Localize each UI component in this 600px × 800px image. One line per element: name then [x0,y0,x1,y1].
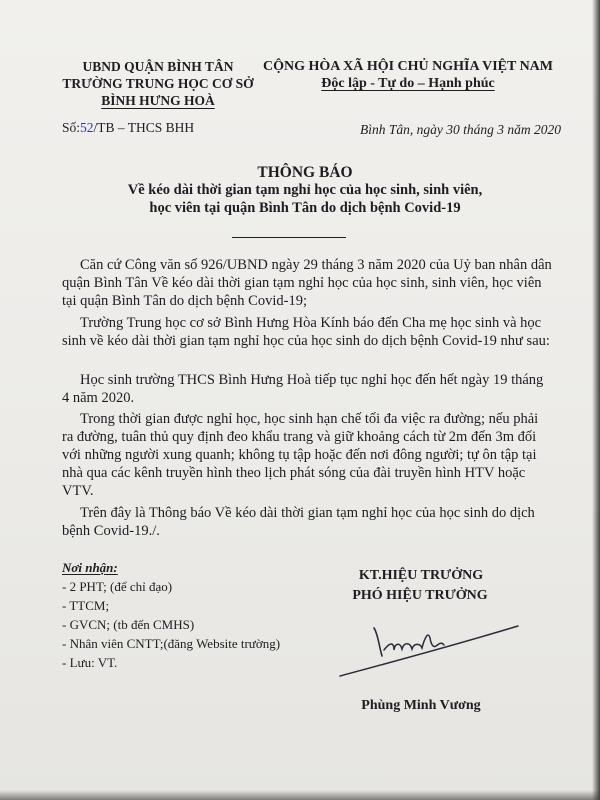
number-value: 52 [80,120,94,135]
page-bottom-shadow [0,790,600,800]
paragraph-closure-date: Học sinh trường THCS Bình Hưng Hoà tiếp tục nghỉ học đến hết ngày 19 tháng 4 năm 2020. [62,372,544,406]
org-line-1: UBND QUẬN BÌNH TÂN [82,59,234,74]
recipient-item: - GVCN; (tb đến CMHS) [62,617,195,632]
signer-name: Phùng Minh Vương [361,698,481,713]
recipients-block [62,558,280,672]
title-subject-line-1: Về kéo dài thời gian tạm nghỉ học của học sinh, sinh viên, [127,182,483,198]
paragraph-guidance: Trong thời gian được nghỉ học, học sinh hạn chế tối đa việc ra đường; nếu phải ra đường, tuân thủ quy định đeo khẩu trang và giữ khoảng cách từ 2m đến 3m đối với những người xung quanh; không tụ tập hoặc đến nơi đông người; tự ôn tập tại nhà qua các kênh truyền hình theo lịch phát sóng của đài truyền hình HTV hoặc VTV. [62,411,539,499]
org-line-2: TRƯỜNG TRUNG HỌC CƠ SỞ [62,76,254,91]
paragraph-announcement: Trường Trung học cơ sở Bình Hưng Hòa Kính báo đến Cha mẹ học sinh và học sinh về kéo dài thời gian tạm nghỉ học của học sinh do dịch bệnh Covid-19 như sau: [62,315,550,349]
signer-authority: KT.HIỆU TRƯỞNG [358,568,484,583]
paragraph-legal-basis: Căn cứ Công văn số 926/UBND ngày 29 tháng 3 năm 2020 của Uỷ ban nhân dân quận Bình Tân Về kéo dài thời gian tạm nghỉ học của học sinh, sinh viên, học viên tại quận Bình Tân do dịch bệnh Covid-19; [62,257,552,309]
issuing-organization [48,58,268,109]
recipients-heading: Nơi nhận: [62,560,118,575]
document-number [62,120,194,136]
recipient-item: - TTCM; [62,598,110,613]
handwritten-signature [332,612,522,692]
org-line-3: BÌNH HƯNG HOÀ [101,93,215,108]
page-edge-shadow [592,0,600,800]
nation-name: CỘNG HÒA XÃ HỘI CHỦ NGHĨA VIỆT NAM [262,59,553,74]
number-suffix: /TB – THCS BHH [93,120,195,135]
title-divider [232,237,346,238]
recipient-item: - Nhân viên CNTT;(đăng Website trường) [62,636,281,651]
recipient-item: - Lưu: VT. [62,655,118,670]
number-prefix: Số: [62,120,81,135]
national-motto: Độc lập - Tự do – Hạnh phúc [321,76,495,91]
paragraph-closing: Trên đây là Thông báo Về kéo dài thời gian tạm nghỉ học của học sinh do dịch bệnh Covid-19./. [62,505,535,539]
document-title: THÔNG BÁO [257,164,353,181]
signer-title: PHÓ HIỆU TRƯỞNG [352,588,488,603]
recipient-item: - 2 PHT; (để chỉ đạo) [62,579,173,594]
national-heading [258,58,558,92]
place-date: Bình Tân, ngày 30 tháng 3 năm 2020 [360,122,561,137]
title-subject-line-2: học viên tại quận Bình Tân do dịch bệnh Covid-19 [149,200,461,216]
